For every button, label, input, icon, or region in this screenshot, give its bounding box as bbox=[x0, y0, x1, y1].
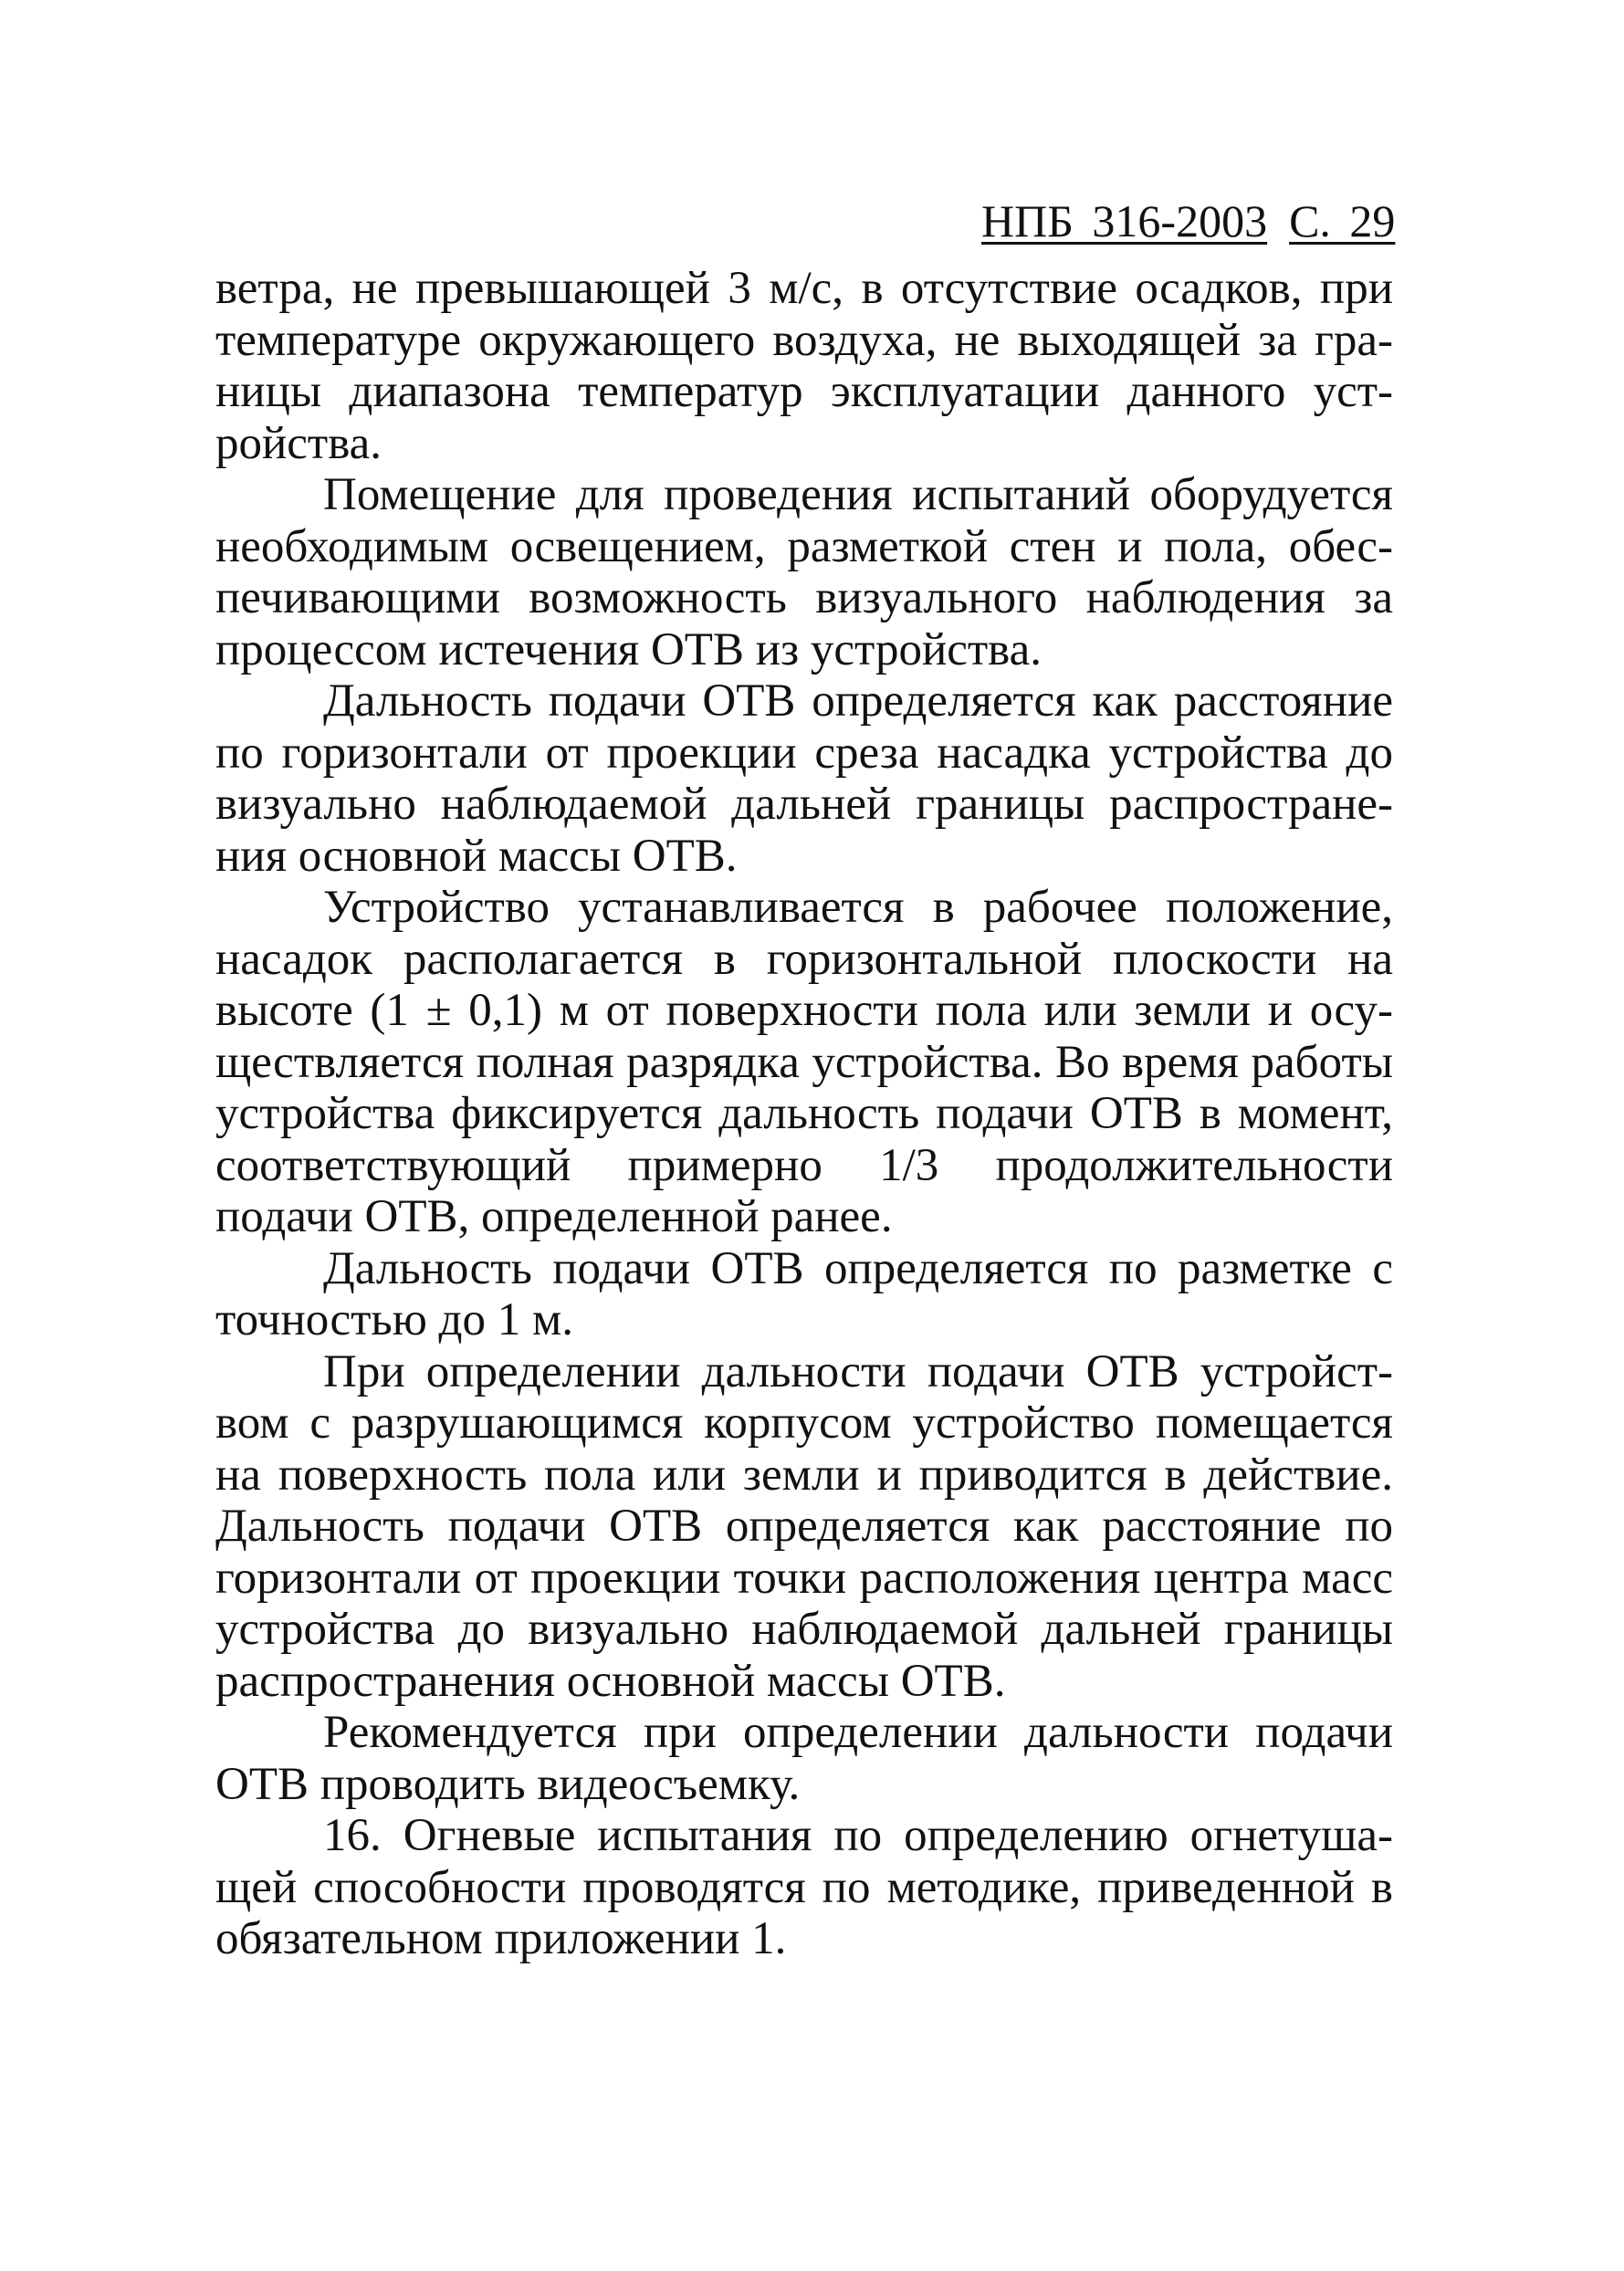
document-code: НПБ 316-2003 bbox=[981, 195, 1268, 246]
paragraph-range-definition: Дальность подачи ОТВ определяется как расстояние по горизонтали от проекции среза насадка устройства до визуально наблюдаемой дальней границы распространения основной массы ОТВ. bbox=[215, 675, 1393, 882]
paragraph-device-setup: Устройство устанавливается в рабочее положение, насадок располагается в горизонтальной плоскости на высоте (1 ± 0,1) м от поверхности пола или земли и осуществляется полная разрядка устройства. Во время работы устройства фиксируется дальность подачи ОТВ в момент, соответствующий примерно 1/3 продолжительности подачи ОТВ, определенной ранее. bbox=[215, 882, 1393, 1242]
page-header bbox=[981, 194, 1395, 248]
page-number: С. 29 bbox=[1289, 195, 1396, 246]
paragraph-room-equipment: Помещение для проведения испытаний оборудуется необходимым освещением, разметкой стен и пола, обеспечивающими возможность визуального наблюдения за процессом истечения ОТВ из устройства. bbox=[215, 469, 1393, 675]
paragraph-fire-tests: 16. Огневые испытания по определению огнетушащей способности проводятся по методике, приведенной в обязательном приложении 1. bbox=[215, 1810, 1393, 1964]
paragraph-destructible-housing: При определении дальности подачи ОТВ устройством с разрушающимся корпусом устройство помещается на поверхность пола или земли и приводится в действие. Дальность подачи ОТВ определяется как расстояние по горизонтали от проекции точки расположения центра масс устройства до визуально наблюдаемой дальней границы распространения основной массы ОТВ. bbox=[215, 1345, 1393, 1707]
paragraph-video-recommendation: Рекомендуется при определении дальности подачи ОТВ проводить видеосъемку. bbox=[215, 1707, 1393, 1810]
paragraph-range-accuracy: Дальность подачи ОТВ определяется по разметке с точностью до 1 м. bbox=[215, 1242, 1393, 1345]
paragraph-continuation: ветра, не превышающей 3 м/с, в отсутствие осадков, при температуре окружающего воздуха, не выходящей за границы диапазона температур эксплуатации данного устройства. bbox=[215, 263, 1393, 469]
document-body bbox=[215, 263, 1393, 1965]
